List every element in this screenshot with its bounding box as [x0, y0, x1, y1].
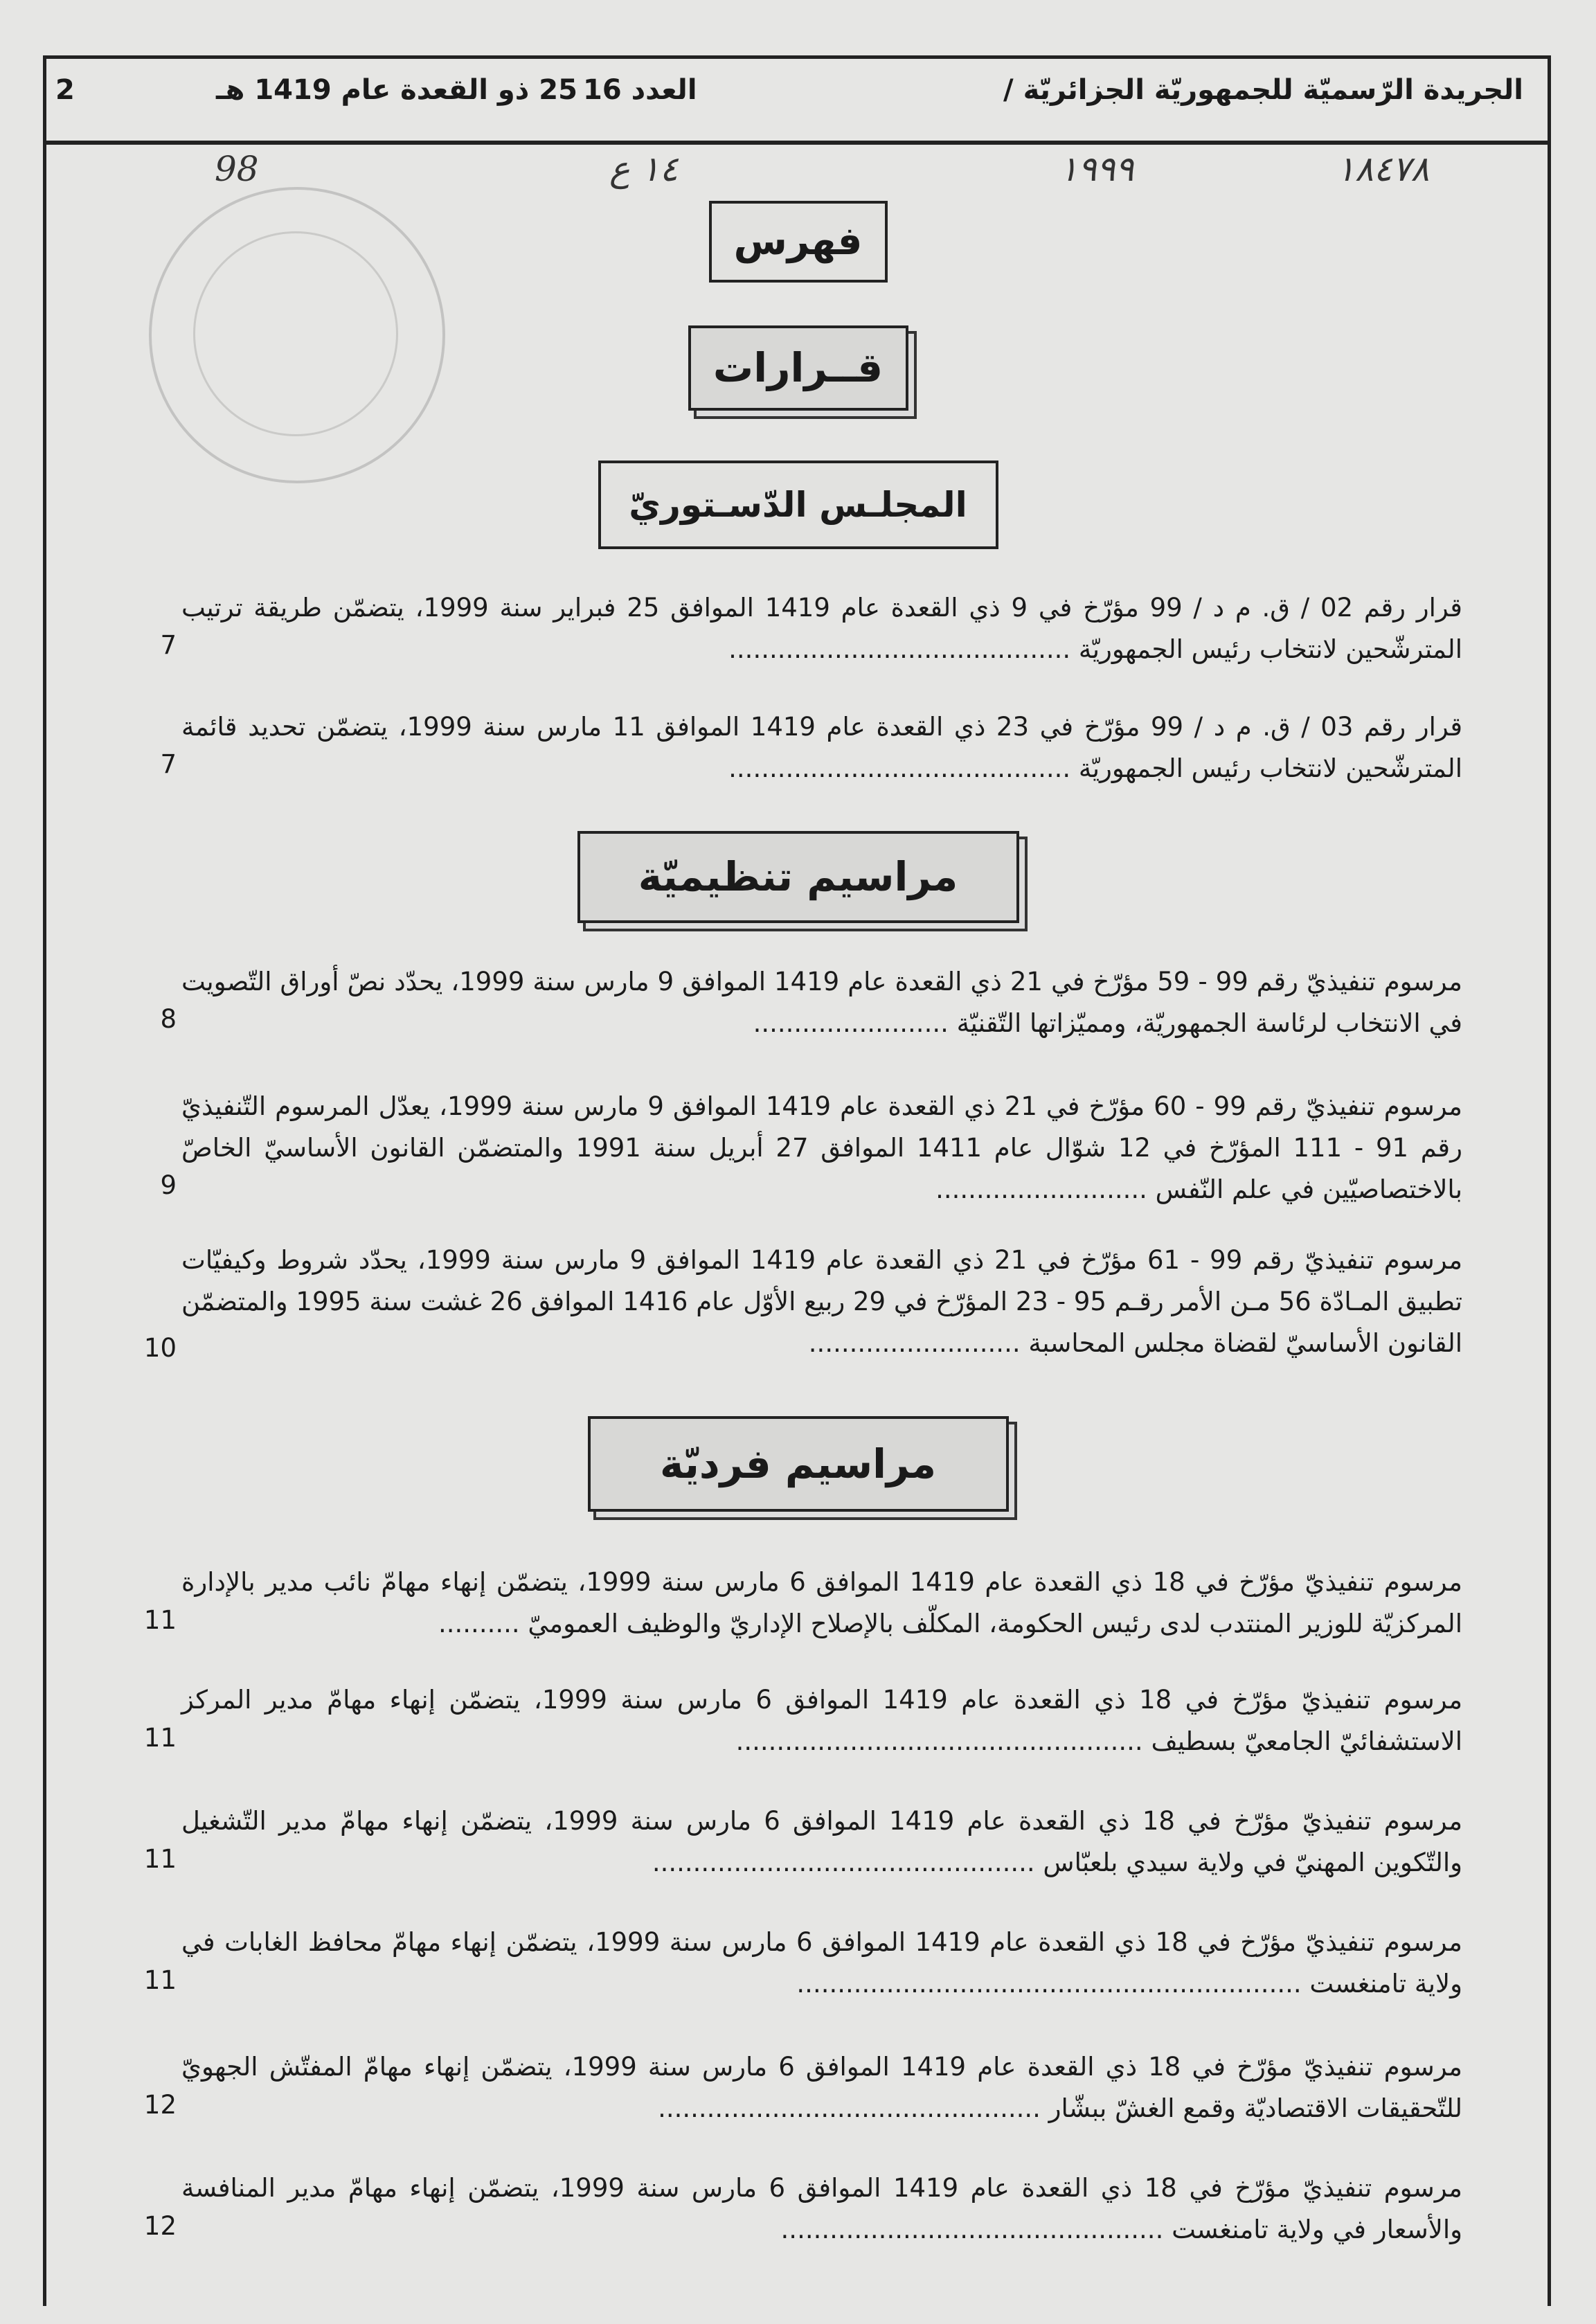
- toc-entry: مرسوم تنفيذيّ مؤرّخ في 18 ذي القعدة عام 1419 الموافق 6 مارس سنة 1999، يتضمّن إنهاء مهامّ مدير التّشغيل والتّكوين المهنيّ في ولاية سيدي بلعبّاس ...............................................: [181, 1806, 1463, 1877]
- toc-entry: مرسوم تنفيذيّ مؤرّخ في 18 ذي القعدة عام 1419 الموافق 6 مارس سنة 1999، يتضمّن إنهاء مهامّ مدير المنافسة والأسعار في ولاية تامنغست ...............................................: [181, 2173, 1462, 2244]
- toc-entry-page: 7: [160, 630, 177, 660]
- toc-entry-page: 11: [143, 1605, 177, 1635]
- toc-entry: مرسوم تنفيذيّ مؤرّخ في 18 ذي القعدة عام 1419 الموافق 6 مارس سنة 1999، يتضمّن إنهاء مهامّ المفتّش الجهويّ للتّحقيقات الاقتصاديّة وقمع الغشّ ببشّار ...............................................: [181, 2052, 1462, 2123]
- toc-entry-page: 10: [143, 1333, 177, 1363]
- archive-stamp: [149, 187, 445, 483]
- toc-entry: مرسوم تنفيذيّ مؤرّخ في 18 ذي القعدة عام 1419 الموافق 6 مارس سنة 1999، يتضمّن إنهاء مهامّ محافظ الغابات في ولاية تامنغست ..............................................................: [181, 1927, 1463, 1999]
- toc-entry: قرار رقم 02 / ق. م د / 99 مؤرّخ في 9 ذي القعدة عام 1419 الموافق 25 فبراير سنة 1999، يتضمّن طريقة ترتيب المترشّحين لانتخاب رئيس الجمهوريّة ..........................................: [181, 593, 1462, 664]
- toc-entry: مرسوم تنفيذيّ رقم 99 - 60 مؤرّخ في 21 ذي القعدة عام 1419 الموافق 9 مارس سنة 1999، يعدّل المرسوم التّنفيذيّ رقم 91 - 111 المؤرّخ في 12 شوّال عام 1411 الموافق 27 أبريل سنة 1991 والمتضمّن القانون الأساسيّ الخاصّ بالاختصاصيّين في علم النّفس ..........................: [181, 1091, 1463, 1204]
- section-decisions: قــرارات: [688, 325, 908, 411]
- handwritten-right: ١٨٤٧٨: [1336, 149, 1430, 189]
- toc-entry-page: 11: [143, 1965, 177, 1995]
- section-regulatory-decrees: مراسيم تنظيميّة: [577, 831, 1019, 923]
- toc-entry-page: 9: [160, 1170, 177, 1200]
- toc-entry: مرسوم تنفيذيّ رقم 99 - 61 مؤرّخ في 21 ذي القعدة عام 1419 الموافق 9 مارس سنة 1999، يحدّد شروط وكيفيّات تطبيق المـادّة 56 مـن الأمر رقـم 95 - 23 المؤرّخ في 29 ربيع الأوّل عام 1416 الموافق 26 غشت سنة 1995 والمتضمّن القانون الأساسيّ لقضاة مجلس المحاسبة ..........................: [181, 1245, 1463, 1358]
- toc-entry-page: 8: [160, 1004, 177, 1034]
- handwritten-year: ١٩٩٩: [1059, 149, 1134, 189]
- toc-entry-page: 7: [160, 749, 177, 779]
- toc-entry-page: 12: [143, 2211, 177, 2241]
- handwritten-left: 98: [215, 149, 259, 189]
- toc-entry-page: 11: [143, 1844, 177, 1874]
- header-title: الجريدة الرّسميّة للجمهوريّة الجزائريّة /: [1003, 74, 1523, 106]
- header-date: 25 ذو القعدة عام 1419 هـ: [216, 74, 577, 106]
- section-individual-decrees: مراسيم فرديّة: [588, 1416, 1009, 1512]
- page-header: [43, 55, 1551, 145]
- toc-entry: مرسوم تنفيذيّ مؤرّخ في 18 ذي القعدة عام 1419 الموافق 6 مارس سنة 1999، يتضمّن إنهاء مهامّ مدير المركز الاستشفائيّ الجامعيّ بسطيف ..................................................: [181, 1685, 1463, 1756]
- toc-entry: مرسوم تنفيذيّ رقم 99 - 59 مؤرّخ في 21 ذي القعدة عام 1419 الموافق 9 مارس سنة 1999، يحدّد نصّ أوراق التّصويت في الانتخاب لرئاسة الجمهوريّة، ومميّزاتها التّقنيّة ........................: [181, 967, 1462, 1038]
- toc-entry-page: 11: [143, 1723, 177, 1753]
- toc-entry-page: 12: [143, 2090, 177, 2120]
- toc-entry: قرار رقم 03 / ق. م د / 99 مؤرّخ في 23 ذي القعدة عام 1419 الموافق 11 مارس سنة 1999، يتضمّن تحديد قائمة المترشّحين لانتخاب رئيس الجمهوريّة ..........................................: [181, 712, 1463, 783]
- handwritten-ref: ١٤ ع: [609, 149, 679, 189]
- toc-entry: مرسوم تنفيذيّ مؤرّخ في 18 ذي القعدة عام 1419 الموافق 6 مارس سنة 1999، يتضمّن إنهاء مهامّ نائب مدير بالإدارة المركزيّة للوزير المنتدب لدى رئيس الحكومة، المكلّف بالإصلاح الإداريّ والوظيف العموميّ ..........: [181, 1567, 1463, 1638]
- header-page-number: 2: [55, 74, 75, 106]
- toc-title: فهرس: [709, 201, 888, 283]
- subsection-constitutional-council: المجلـس الدّسـتوريّ: [598, 461, 998, 549]
- header-issue: العدد 16: [583, 74, 697, 106]
